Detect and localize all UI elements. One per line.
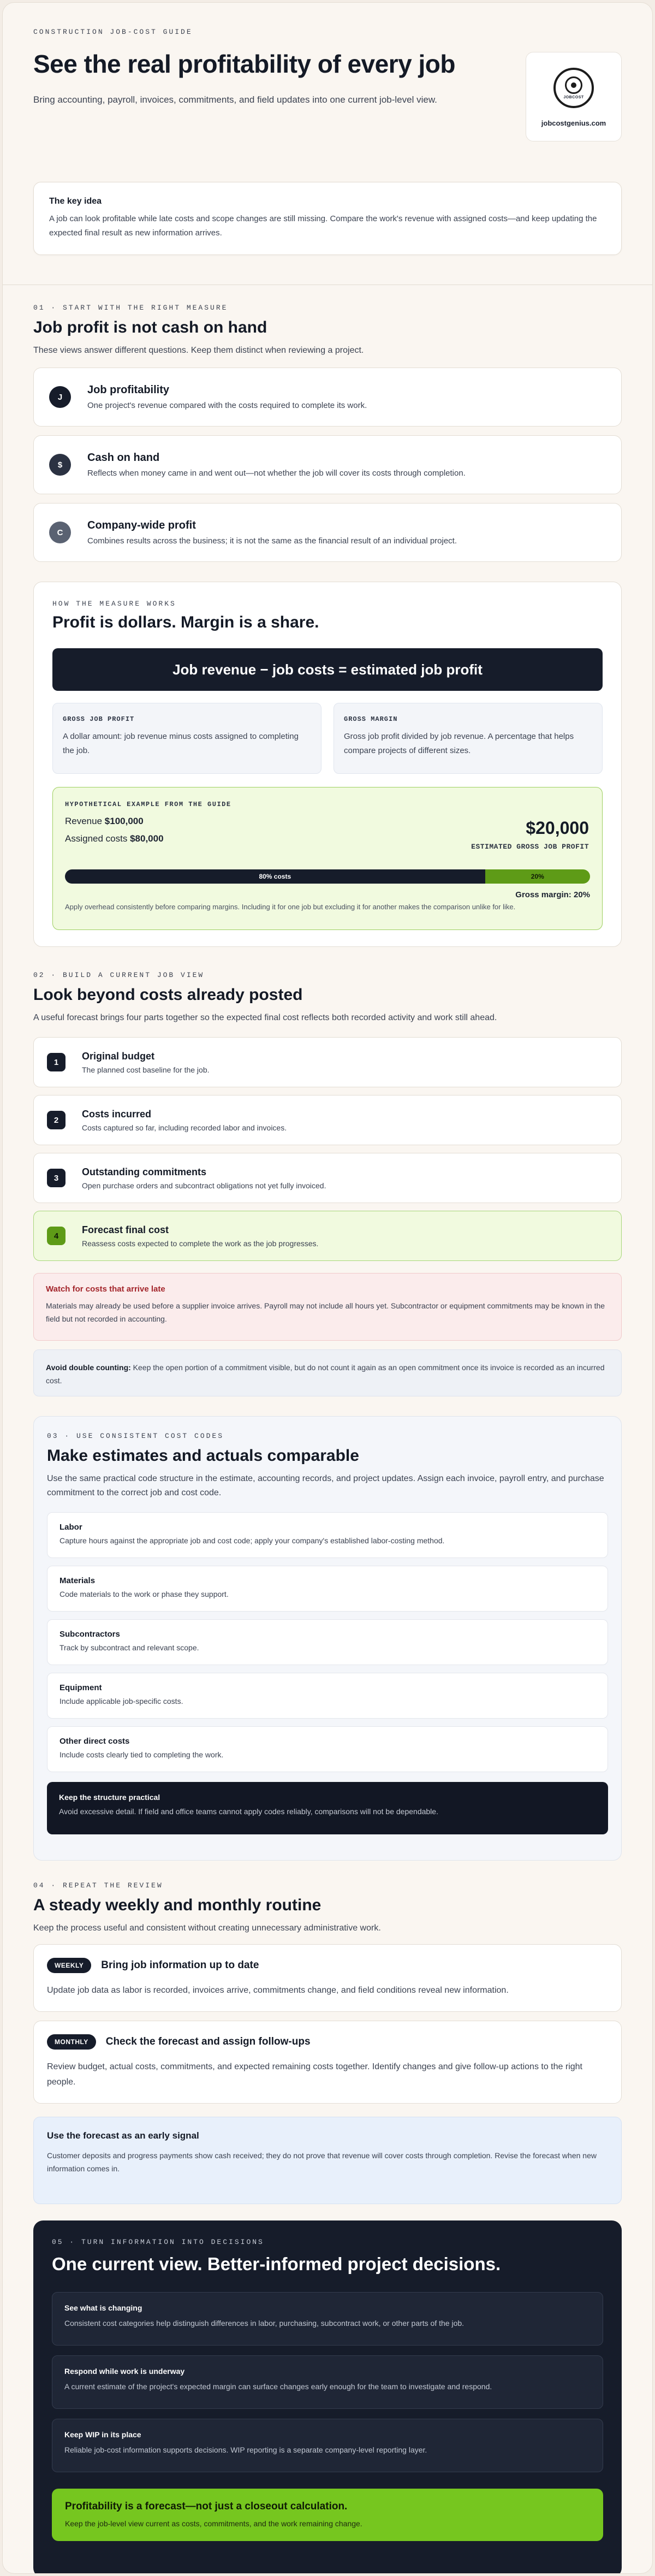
step-text: Costs captured so far, including recorded labor and invoices.	[82, 1123, 287, 1132]
profit-formula: Job revenue − job costs = estimated job profit	[52, 648, 603, 691]
logo-url: jobcostgenius.com	[541, 119, 606, 127]
revenue-value: $100,000	[104, 816, 144, 826]
example-card	[52, 787, 603, 930]
practical-structure-tip	[47, 1782, 608, 1834]
hero	[33, 28, 622, 285]
step-forecast-final-cost	[33, 1211, 622, 1261]
measure-title: Company-wide profit	[87, 519, 196, 531]
code-labor	[47, 1512, 608, 1558]
step-title: Original budget	[82, 1050, 154, 1062]
measure-title: Job profitability	[87, 384, 169, 396]
decision-respond	[52, 2355, 603, 2409]
code-text: Capture hours against the appropriate job and cost code; apply your company's established labor-costing method.	[59, 1536, 445, 1545]
key-idea-title: The key idea	[49, 197, 102, 206]
code-text: Code materials to the work or phase they support.	[59, 1590, 229, 1598]
step-text: Reassess costs expected to complete the work as the job progresses.	[82, 1239, 319, 1248]
section-cost-codes	[33, 1416, 622, 1861]
weekly-badge: WEEKLY	[47, 1958, 91, 1973]
section-routine	[33, 1861, 622, 2574]
key-idea-card	[33, 182, 622, 255]
warning-text: Materials may already be used before a supplier invoice arrives. Payroll may not include all hours yet. Subcontractor or equipment commitments may be known in the field but not recorded in accounting.	[46, 1301, 605, 1323]
how-eyebrow: HOW THE MEASURE WORKS	[52, 600, 176, 608]
bar-profit-segment: 20%	[485, 869, 590, 884]
callout-text: Keep the job-level view current as costs, commitments, and the work remaining change.	[65, 2519, 362, 2528]
step-text: Open purchase orders and subcontract obligations not yet fully invoiced.	[82, 1181, 326, 1190]
early-signal-card	[33, 2117, 622, 2204]
badge-job-icon: J	[49, 386, 71, 408]
code-text: Include costs clearly tied to completing the work.	[59, 1750, 224, 1759]
code-title: Materials	[59, 1576, 96, 1585]
costs-label: Assigned costs	[65, 833, 128, 844]
early-signal-text: Customer deposits and progress payments show cash received; they do not prove that revenue will cover costs through completion. Revise the forecast when new information comes in.	[47, 2151, 597, 2173]
gross-margin-heading: GROSS MARGIN	[344, 715, 398, 723]
section-measure	[33, 285, 622, 947]
code-title: Equipment	[59, 1683, 102, 1692]
logo-word: JOBCOST	[563, 96, 584, 99]
monthly-text: Review budget, actual costs, commitments, and expected remaining costs together. Identify changes and give follow-up actions to the right people.	[47, 2062, 582, 2087]
how-title: Profit is dollars. Margin is a share.	[52, 613, 319, 631]
double-counting-text: Keep the open portion of a commitment visible, but do not count it again as an open commitment once its invoice is recorded as an incurred cost.	[46, 1363, 605, 1385]
weekly-text: Update job data as labor is recorded, invoices arrive, commitments change, and field conditions reveal new information.	[47, 1986, 509, 1995]
bar-costs-segment: 80% costs	[65, 869, 485, 884]
decision-text: A current estimate of the project's expected margin can surface changes early enough for the team to investigate and respond.	[64, 2382, 492, 2391]
tip-title: Keep the structure practical	[59, 1793, 160, 1802]
code-title: Labor	[59, 1523, 82, 1532]
monthly-title: Check the forecast and assign follow-ups	[105, 2036, 311, 2047]
decision-text: Reliable job-cost information supports decisions. WIP reporting is a separate company-level reporting layer.	[64, 2445, 427, 2454]
tip-text: Avoid excessive detail. If field and office teams cannot apply codes reliably, comparisons will not be dependable.	[59, 1807, 438, 1816]
early-signal-title: Use the forecast as an early signal	[47, 2130, 199, 2141]
profit-caption: ESTIMATED GROSS JOB PROFIT	[471, 843, 589, 851]
s4-lead: Keep the process useful and consistent without creating unnecessary administrative work.	[33, 1923, 381, 1933]
measure-job-profitability	[33, 368, 622, 427]
section-current-view	[33, 947, 622, 1861]
step-original-budget	[33, 1037, 622, 1087]
page-title: See the real profitability of every job	[33, 50, 455, 78]
measure-cash-on-hand	[33, 435, 622, 494]
decision-title: Keep WIP in its place	[64, 2430, 141, 2439]
code-title: Subcontractors	[59, 1630, 120, 1639]
profit-value: $20,000	[526, 818, 589, 838]
measure-text: Reflects when money came in and went out—not whether the job will cover its costs through completion.	[87, 469, 466, 478]
s4-title: A steady weekly and monthly routine	[33, 1896, 321, 1914]
step-number: 2	[47, 1111, 66, 1129]
s2-title: Look beyond costs already posted	[33, 986, 303, 1004]
example-heading: HYPOTHETICAL EXAMPLE FROM THE GUIDE	[65, 801, 231, 808]
step-costs-incurred	[33, 1095, 622, 1145]
routine-weekly	[33, 1944, 622, 2012]
hero-eyebrow: CONSTRUCTION JOB-COST GUIDE	[33, 28, 193, 36]
s5-title: One current view. Better-informed project decisions.	[52, 2254, 501, 2274]
measure-text: Combines results across the business; it is not the same as the financial result of an individual project.	[87, 536, 457, 546]
gross-profit-heading: GROSS JOB PROFIT	[63, 715, 135, 723]
s3-title: Make estimates and actuals comparable	[47, 1447, 359, 1465]
step-number: 3	[47, 1169, 66, 1187]
code-text: Include applicable job-specific costs.	[59, 1697, 183, 1706]
guide-frame	[2, 2, 653, 2574]
margin-text: Gross margin: 20%	[515, 890, 590, 899]
gross-profit-text: A dollar amount: job revenue minus costs assigned to completing the job.	[63, 732, 299, 755]
s2-lead: A useful forecast brings four parts together so the expected final cost reflects both recorded activity and work still ahead.	[33, 1013, 497, 1022]
step-title: Outstanding commitments	[82, 1166, 207, 1177]
key-idea-text: A job can look profitable while late costs and scope changes are still missing. Compare the work's revenue with assigned costs—and keep updating the expected final result as new information arrives.	[49, 214, 597, 238]
logo-icon	[553, 68, 594, 108]
step-outstanding-commitments	[33, 1153, 622, 1203]
overhead-note: Apply overhead consistently before comparing margins. Including it for one job but excluding it for another makes the comparison unlike for like.	[65, 903, 516, 911]
logo-card[interactable]	[526, 52, 622, 141]
hero-lead: Bring accounting, payroll, invoices, commitments, and field updates into one current job-level view.	[33, 94, 437, 105]
badge-company-icon: C	[49, 522, 71, 543]
code-materials	[47, 1566, 608, 1612]
forecast-callout	[52, 2489, 603, 2541]
measure-text: One project's revenue compared with the costs required to complete its work.	[87, 401, 367, 410]
decision-title: Respond while work is underway	[64, 2367, 185, 2376]
gross-margin-text: Gross job profit divided by job revenue. A percentage that helps compare projects of different sizes.	[344, 732, 574, 755]
decision-title: See what is changing	[64, 2303, 142, 2312]
s1-eyebrow: 01 · START WITH THE RIGHT MEASURE	[33, 304, 228, 312]
s2-eyebrow: 02 · BUILD A CURRENT JOB VIEW	[33, 971, 205, 979]
how-measure-card	[33, 582, 622, 947]
code-text: Track by subcontract and relevant scope.	[59, 1643, 199, 1652]
step-title: Costs incurred	[82, 1108, 152, 1120]
code-equipment	[47, 1673, 608, 1719]
routine-monthly	[33, 2021, 622, 2104]
cost-profit-bar	[65, 869, 590, 884]
step-number: 4	[47, 1227, 66, 1245]
decision-wip	[52, 2419, 603, 2472]
weekly-title: Bring job information up to date	[101, 1959, 259, 1971]
costs-value: $80,000	[130, 833, 164, 844]
measure-company-profit	[33, 503, 622, 562]
step-text: The planned cost baseline for the job.	[82, 1065, 210, 1074]
gross-profit-card	[52, 703, 321, 774]
double-counting-note	[33, 1349, 622, 1396]
code-other-direct	[47, 1726, 608, 1772]
callout-title: Profitability is a forecast—not just a closeout calculation.	[65, 2501, 348, 2512]
s1-title: Job profit is not cash on hand	[33, 318, 267, 336]
code-subcontractors	[47, 1619, 608, 1665]
code-title: Other direct costs	[59, 1737, 130, 1746]
step-number: 1	[47, 1053, 66, 1071]
revenue-label: Revenue	[65, 816, 103, 826]
decision-see-changing	[52, 2292, 603, 2346]
s3-lead: Use the same practical code structure in the estimate, accounting records, and project updates. Assign each invoice, payroll entry, and purchase commitment to the correct job and cost code.	[47, 1474, 604, 1497]
warning-title: Watch for costs that arrive late	[46, 1284, 165, 1294]
decision-text: Consistent cost categories help distinguish differences in labor, purchasing, subcontract work, or other parts of the job.	[64, 2319, 465, 2328]
s1-lead: These views answer different questions. Keep them distinct when reviewing a project.	[33, 346, 364, 355]
s3-eyebrow: 03 · USE CONSISTENT COST CODES	[47, 1432, 224, 1440]
gross-margin-card	[334, 703, 603, 774]
late-costs-warning	[33, 1273, 622, 1341]
section-decisions	[33, 2220, 622, 2574]
monthly-badge: MONTHLY	[47, 2034, 96, 2050]
measure-title: Cash on hand	[87, 452, 160, 464]
step-title: Forecast final cost	[82, 1224, 169, 1235]
s5-eyebrow: 05 · TURN INFORMATION INTO DECISIONS	[52, 2238, 264, 2246]
badge-dollar-icon: $	[49, 454, 71, 476]
double-counting-label: Avoid double counting:	[46, 1363, 131, 1372]
s4-eyebrow: 04 · REPEAT THE REVIEW	[33, 1881, 163, 1890]
